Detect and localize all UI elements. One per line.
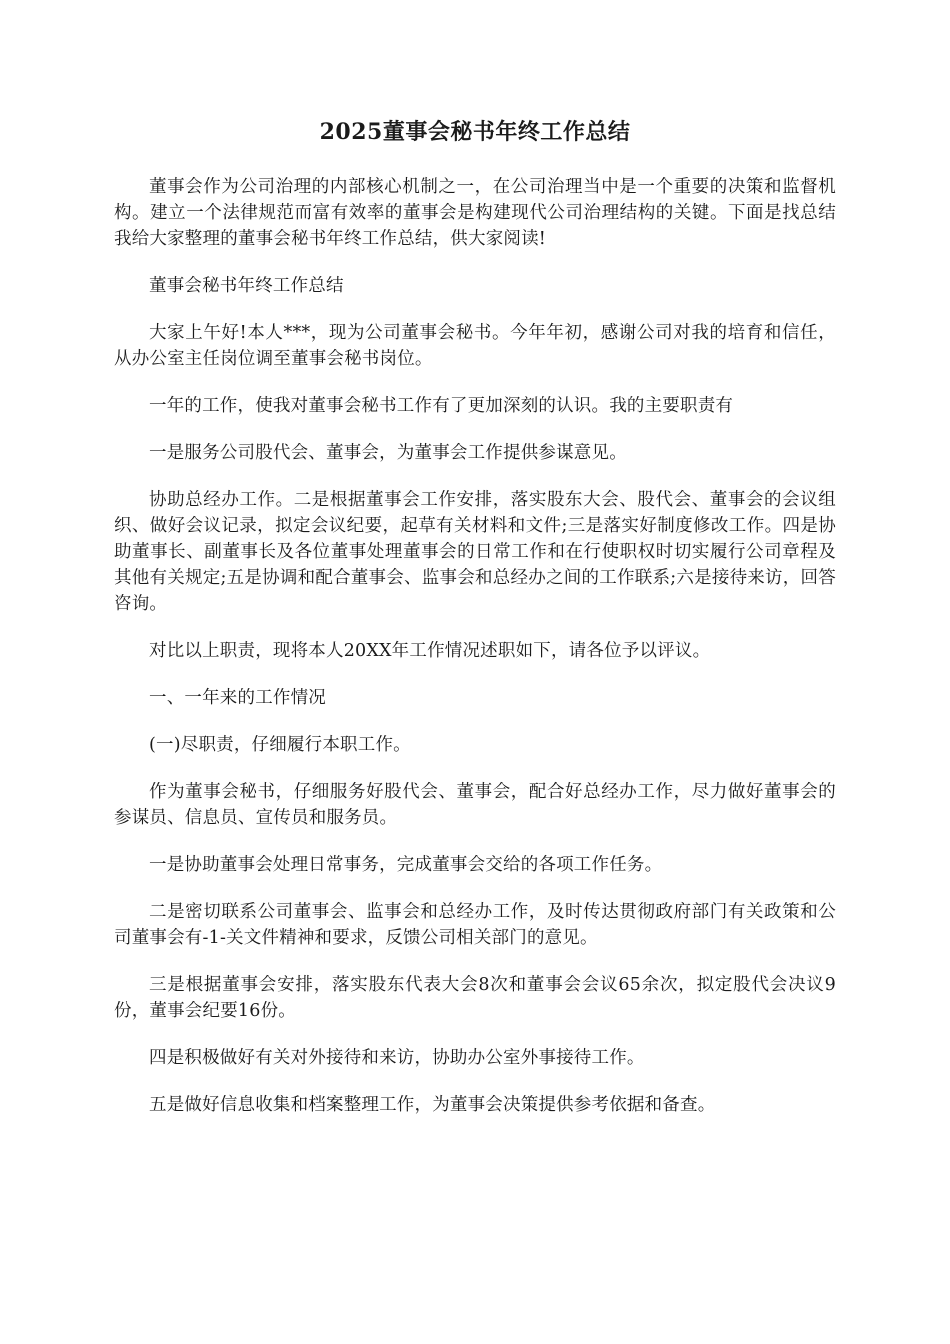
paragraph-item-four: 四是积极做好有关对外接待和来访，协助办公室外事接待工作。 xyxy=(149,1048,645,1068)
paragraph-item-two: 二是密切联系公司董事会、监事会和总经办工作，及时传达贯彻政府部门有关政策和公司董事会有-1-关文件精神和要求，反馈公司相关部门的意见。 xyxy=(114,902,836,948)
paragraph-secretary-role: 作为董事会秘书，仔细服务好股代会、董事会，配合好总经办工作，尽力做好董事会的参谋员、信息员、宣传员和服务员。 xyxy=(114,782,836,828)
paragraph-item-one: 一是协助董事会处理日常事务，完成董事会交给的各项工作任务。 xyxy=(149,855,663,875)
paragraph-item-three: 三是根据董事会安排，落实股东代表大会8次和董事会会议65余次，拟定股代会决议9份，董事会纪要16份。 xyxy=(114,975,836,1021)
section-heading-work: 一、一年来的工作情况 xyxy=(149,688,326,708)
paragraph-greeting: 大家上午好!本人***，现为公司董事会秘书。今年年初，感谢公司对我的培育和信任，从办公室主任岗位调至董事会秘书岗位。 xyxy=(114,323,836,369)
paragraph-subtitle: 董事会秘书年终工作总结 xyxy=(149,276,344,296)
document-title: 2025董事会秘书年终工作总结 xyxy=(319,119,631,145)
paragraph-item-five: 五是做好信息收集和档案整理工作，为董事会决策提供参考依据和备查。 xyxy=(149,1095,716,1115)
document-page xyxy=(114,112,836,1139)
paragraph-duties-list: 协助总经办工作。二是根据董事会工作安排，落实股东大会、股代会、董事会的会议组织、做好会议记录，拟定会议纪要，起草有关材料和文件;三是落实好制度修改工作。四是协助董事长、副董事长及各位董事处理董事会的日常工作和在行使职权时切实履行公司章程及其他有关规定;五是协调和配合董事会、监事会和总经办之间的工作联系;六是接待来访，回答咨询。 xyxy=(114,490,836,614)
subsection-heading-duties: (一)尽职责，仔细履行本职工作。 xyxy=(149,735,411,755)
paragraph-report-intro: 对比以上职责，现将本人20XX年工作情况述职如下，请各位予以评议。 xyxy=(149,641,711,661)
paragraph-duties-intro: 一年的工作，使我对董事会秘书工作有了更加深刻的认识。我的主要职责有 xyxy=(149,396,734,416)
paragraph-intro: 董事会作为公司治理的内部核心机制之一，在公司治理当中是一个重要的决策和监督机构。建立一个法律规范而富有效率的董事会是构建现代公司治理结构的关键。下面是找总结我给大家整理的董事会秘书年终工作总结，供大家阅读! xyxy=(114,177,836,249)
paragraph-duty-one: 一是服务公司股代会、董事会，为董事会工作提供参谋意见。 xyxy=(149,443,627,463)
